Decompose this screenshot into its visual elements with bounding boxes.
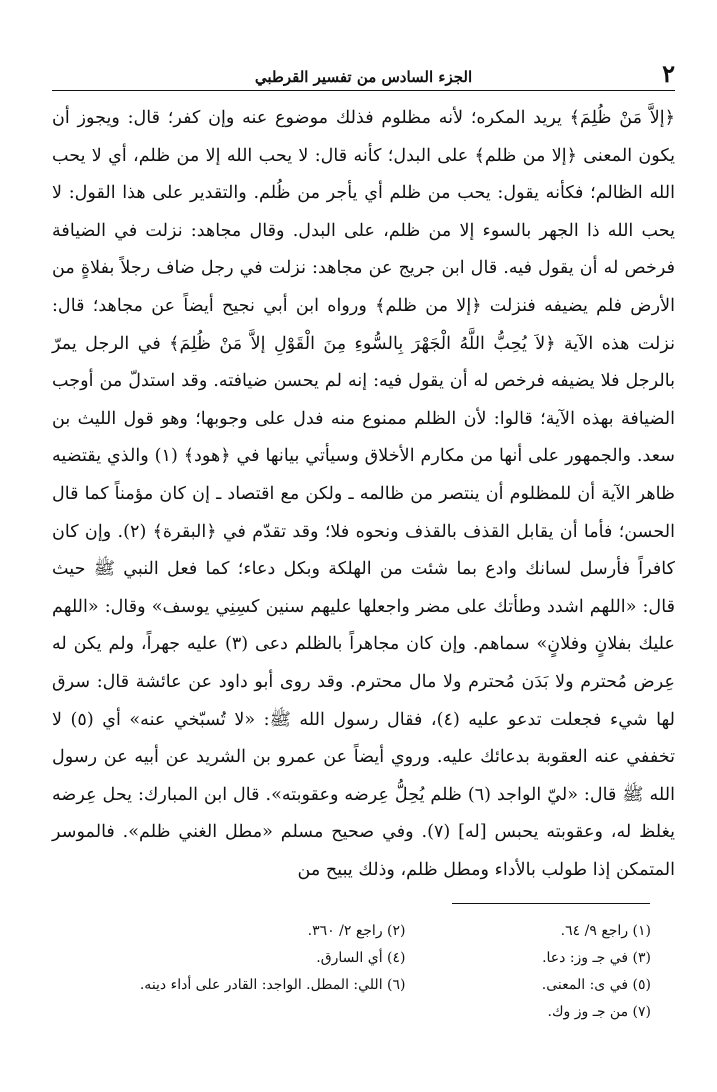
footnote-2: (٢) راجع ٢/ ٣٦٠.	[307, 923, 406, 939]
footnote-3: (٣) في جـ وز: دعا.	[542, 950, 651, 966]
footnote-row	[139, 972, 651, 999]
footnotes	[139, 918, 651, 1026]
footnote-6: (٦) اللي: المطل. الواجد: القادر على أداء دينه.	[139, 977, 406, 993]
footnote-4: (٤) أي السارق.	[316, 950, 406, 966]
footnote-row	[160, 918, 651, 945]
footnote-7: (٧) من جـ وز وك.	[547, 1004, 651, 1020]
footnote-row	[160, 945, 651, 972]
running-title: الجزء السادس من تفسير القرطبي	[254, 68, 473, 86]
page-number: ٢	[662, 59, 675, 88]
footnote-1: (١) راجع ٩/ ٦٤.	[560, 923, 651, 939]
footnote-row	[160, 999, 651, 1026]
footnote-5: (٥) في ى: المعنى.	[541, 977, 651, 993]
body-paragraph: ﴿إلاَّ مَنْ ظُلِمَ﴾ يريد المكره؛ لأنه مظلوم فذلك موضوع عنه وإن كفر؛ قال: ويجوز أن يكون المعنى ﴿إلا من ظلم﴾ على البدل؛ كأنه قال: لا يحب الله إلا من ظلم، أي لا يحب الله الظالم؛ فكأنه يقول: يحب من ظلم أي يأجر من ظُلم. والتقدير على هذا القول: لا يحب الله ذا الجهر بالسوء إلا من ظلم، على البدل. وقال مجاهد: نزلت في الضيافة فرخص له أن يقول فيه. قال ابن جريج عن مجاهد: نزلت في رجل ضاف رجلاً بفلاةٍ من الأرض فلم يضيفه فنزلت ﴿إلا من ظلم﴾ ورواه ابن أبي نجيح أيضاً عن مجاهد؛ قال: نزلت هذه الآية ﴿لاَ يُحِبُّ اللَّهُ الْجَهْرَ بِالسُّوءِ مِنَ الْقَوْلِ إلاَّ مَنْ ظُلِمَ﴾ في الرجل يمرّ بالرجل فلا يضيفه فرخص له أن يقول فيه: إنه لم يحسن ضيافته. وقد استدلّ من أوجب الضيافة بهذه الآية؛ قالوا: لأن الظلم ممنوع منه فدل على وجوبها؛ وهو قول الليث بن سعد. والجمهور على أنها من مكارم الأخلاق وسيأتي بيانها في ﴿هود﴾ (١) والذي يقتضيه ظاهر الآية أن للمظلوم أن ينتصر من ظالمه ـ ولكن مع اقتصاد ـ إن كان مؤمناً كما قال الحسن؛ فأما أن يقابل القذف بالقذف ونحوه فلا؛ وقد تقدّم في ﴿البقرة﴾ (٢). وإن كان كافراً فأرسل لسانك وادع بما شئت من الهلكة وبكل دعاء؛ كما فعل النبي ﷺ حيث قال: «اللهم اشدد وطأتك على مضر واجعلها عليهم سنين كسِنِي يوسف» وقال: «اللهم عليك بفلانٍ وفلانٍ» سماهم. وإن كان مجاهراً بالظلم دعى (٣) عليه جهراً، ولم يكن له عِرض مُحترم ولا بَدَن مُحترم ولا مال محترم. وقد روى أبو داود عن عائشة قال: سرق لها شيء فجعلت تدعو عليه (٤)، فقال رسول الله ﷺ: «لا تُسبّخي عنه» أي (٥) لا تخففي عنه العقوبة بدعائك عليه. وروي أيضاً عن عمرو بن الشريد عن أبيه عن رسول الله ﷺ قال: «ليّ الواجد (٦) ظلم يُحِلُّ عِرضه وعقوبته». قال ابن المبارك: يحل عِرضه يغلظ له، وعقوبته يحبس [له] (٧). وفي صحيح مسلم «مطل الغني ظلم». فالموسر المتمكن إذا طولب بالأداء ومطل ظلم، وذلك يبيح من	[52, 108, 676, 880]
footnote-divider	[452, 903, 650, 904]
main-text	[52, 100, 675, 889]
page-header	[52, 58, 675, 91]
